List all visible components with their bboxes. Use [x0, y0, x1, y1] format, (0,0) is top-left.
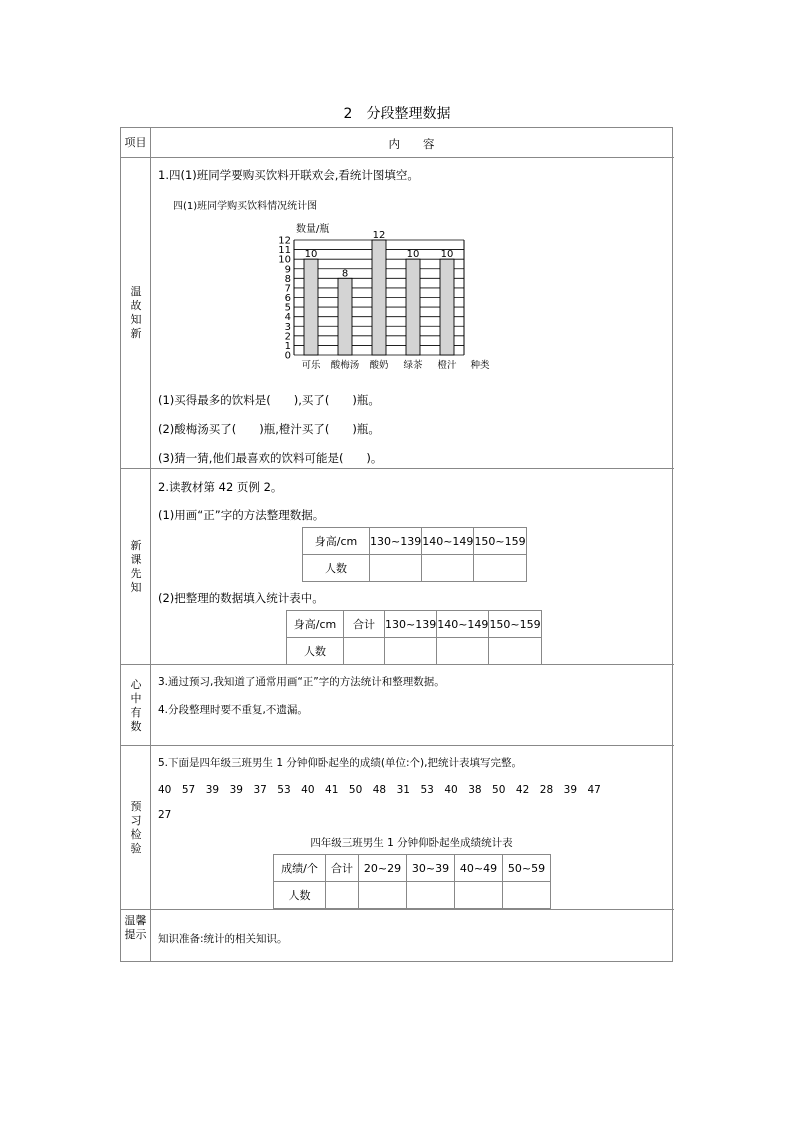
q5-table-title: 四年级三班男生 1 分钟仰卧起坐成绩统计表 [310, 837, 513, 849]
answer-cell[interactable] [437, 638, 489, 665]
data-label: 10 [406, 249, 420, 261]
table-header-cell: 30~39 [407, 855, 455, 882]
height-stat-table [286, 610, 542, 665]
summary-line-1: 3.通过预习,我知道了通常用画“正”字的方法统计和整理数据。 [158, 676, 445, 688]
y-tick-label: 2 [284, 331, 291, 343]
row-divider [121, 157, 674, 158]
bar-chart [271, 215, 531, 375]
y-tick-label: 7 [284, 283, 291, 295]
table-header-cell: 成绩/个 [274, 855, 326, 882]
q1-part3: (3)猜一猜,他们最喜欢的饮料可能是( )。 [158, 451, 383, 465]
q1-intro: 1.四(1)班同学要购买饮料开联欢会,看统计图填空。 [158, 168, 419, 182]
y-tick-label: 11 [278, 245, 291, 257]
table-row-label: 人数 [303, 555, 370, 582]
table-row-label: 人数 [274, 882, 326, 909]
answer-cell[interactable] [359, 882, 407, 909]
answer-cell[interactable] [344, 638, 385, 665]
q2-part1: (1)用画“正”字的方法整理数据。 [158, 508, 325, 522]
table-header-cell: 140~149 [437, 611, 489, 638]
height-tally-table [302, 527, 527, 582]
bar [372, 240, 386, 355]
table-header-cell: 合计 [326, 855, 359, 882]
q1-part1: (1)买得最多的饮料是( ),买了( )瓶。 [158, 393, 380, 407]
row-divider [121, 745, 674, 746]
data-label: 10 [440, 249, 454, 261]
q2-part2: (2)把整理的数据填入统计表中。 [158, 591, 324, 605]
answer-cell[interactable] [455, 882, 503, 909]
answer-cell[interactable] [407, 882, 455, 909]
y-tick-label: 6 [284, 293, 291, 304]
table-header-cell: 150~159 [474, 528, 526, 555]
table-header-cell: 身高/cm [303, 528, 370, 555]
main-table [120, 127, 673, 962]
bar [338, 278, 352, 355]
table-header-cell: 150~159 [489, 611, 541, 638]
y-tick-label: 4 [284, 312, 291, 324]
section-label-summary: 心中有数 [130, 678, 142, 733]
table-header-cell: 身高/cm [287, 611, 344, 638]
x-tick-label: 绿茶 [403, 360, 423, 371]
x-tick-label: 橙汁 [437, 360, 457, 371]
section-label-tip: 温馨提示 [124, 914, 147, 941]
q5-data-line1: 40 57 39 39 37 53 40 41 50 48 31 53 40 38 50 42 28 39 47 [158, 784, 601, 796]
chart-title: 四(1)班同学购买饮料情况统计图 [173, 201, 318, 212]
answer-cell[interactable] [385, 638, 437, 665]
section-label-preview: 新课先知 [130, 539, 142, 594]
table-header-cell: 40~49 [455, 855, 503, 882]
y-tick-label: 3 [284, 321, 291, 333]
y-tick-label: 12 [278, 235, 291, 247]
table-header-cell: 50~59 [503, 855, 551, 882]
y-axis-label: 数量/瓶 [296, 224, 330, 235]
y-tick-label: 5 [284, 302, 291, 314]
x-axis-label: 种类 [470, 360, 490, 371]
bar [406, 259, 420, 355]
x-tick-label: 可乐 [301, 360, 321, 371]
x-tick-label: 酸奶 [369, 360, 389, 371]
bar [304, 259, 318, 355]
data-label: 8 [341, 268, 349, 280]
q2-intro: 2.读教材第 42 页例 2。 [158, 480, 283, 494]
title-text: 分段整理数据 [366, 106, 451, 122]
row-divider [121, 909, 674, 910]
q5-data-line2: 27 [158, 809, 172, 821]
section-label-check: 预习检验 [130, 800, 142, 855]
header-item: 项目 [124, 136, 147, 149]
bar [440, 259, 454, 355]
data-label: 10 [304, 249, 318, 261]
summary-line-2: 4.分段整理时要不重复,不遗漏。 [158, 704, 308, 716]
tip-text: 知识准备:统计的相关知识。 [158, 933, 288, 945]
y-tick-label: 9 [284, 264, 291, 276]
answer-cell[interactable] [489, 638, 541, 665]
y-tick-label: 1 [284, 340, 291, 352]
answer-cell[interactable] [326, 882, 359, 909]
page-title [0, 103, 794, 123]
table-header-cell: 130~139 [370, 528, 422, 555]
answer-cell[interactable] [422, 555, 474, 582]
table-header-cell: 20~29 [359, 855, 407, 882]
q1-part2: (2)酸梅汤买了( )瓶,橙汁买了( )瓶。 [158, 422, 380, 436]
y-tick-label: 0 [284, 350, 291, 362]
table-row-label: 人数 [287, 638, 344, 665]
q5-intro: 5.下面是四年级三班男生 1 分钟仰卧起坐的成绩(单位:个),把统计表填写完整。 [158, 757, 522, 769]
table-header-cell: 140~149 [422, 528, 474, 555]
answer-cell[interactable] [474, 555, 526, 582]
row-divider [121, 468, 674, 469]
table-header-cell: 合计 [344, 611, 385, 638]
table-header-cell: 130~139 [385, 611, 437, 638]
data-label: 12 [372, 230, 386, 241]
section-label-review: 温故知新 [130, 285, 142, 340]
answer-cell[interactable] [503, 882, 551, 909]
x-tick-label: 酸梅汤 [330, 360, 360, 371]
title-number: 2 [343, 106, 353, 122]
y-tick-label: 10 [278, 254, 291, 266]
header-content: 内 容 [388, 137, 435, 151]
situp-stat-table [273, 854, 551, 909]
answer-cell[interactable] [370, 555, 422, 582]
y-tick-label: 8 [284, 273, 291, 285]
